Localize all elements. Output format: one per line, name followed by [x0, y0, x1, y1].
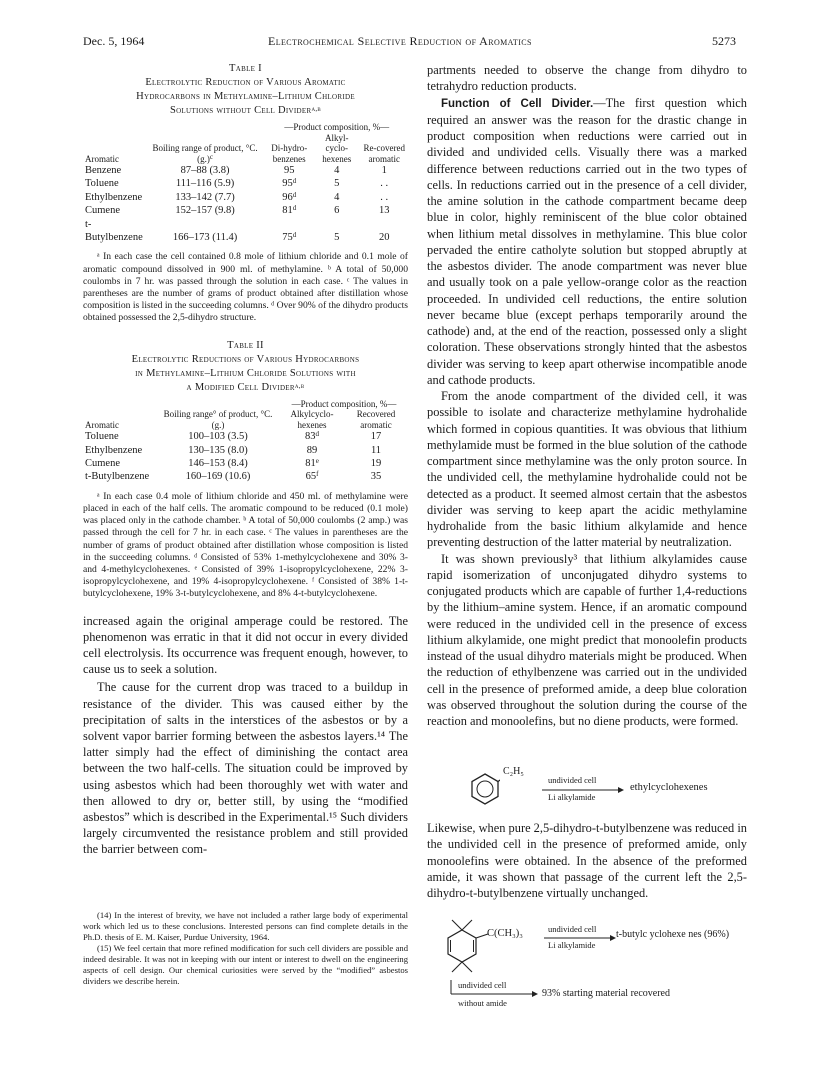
scheme1-arrow-bottom-label: Li alkylamide	[548, 792, 596, 802]
scheme1-substituent: C₂H₅	[503, 766, 524, 777]
table1-header-aromatic: Aromatic	[85, 153, 119, 164]
table1-header-alkyl: Alkyl-cyclo-hexenes	[322, 132, 352, 164]
scheme1-product: ethylcyclohexenes	[630, 782, 708, 793]
table-row	[83, 204, 408, 217]
table2-cell-aromatic: Toluene	[85, 431, 119, 443]
page-footnotes	[83, 910, 408, 987]
table-row	[83, 430, 408, 443]
table-row	[83, 164, 408, 177]
table1-caption-2: Hydrocarbons in Methylamine–Lithium Chloride	[136, 91, 355, 102]
table1-cell-alkyl: 4	[334, 191, 340, 203]
section-heading: Function of Cell Divider.	[441, 97, 594, 110]
table1-cell-bp: 133–142 (7.7)	[175, 191, 235, 203]
right-paragraph-3: It was shown previously³ that lithium alkylamides cause rapid isomerization of unconjugated dihydro systems to conjugated products which are capable of further 1,4-reductions by the lithium–amine system. Hence, if an aromatic compound were reduced in the undivided cell in the presence of excess lithium alkylamide, one might predict that monoolefin products instead of the usual dihydro materials might be produced. When the reduction of ethylbenzene was carried out in the undivided cell in the presence of preformed amide, a deep blue coloration was observed throughout the solution during the course of the reaction and monoolefins, but no diene products, were formed.	[427, 551, 747, 728]
table2-cell-alkyl: 83$^d$	[305, 430, 319, 443]
table2-caption-1: Electrolytic Reductions of Various Hydrocarbons	[131, 353, 360, 365]
table1-cell-bp: 111–116 (5.9)	[175, 178, 235, 190]
running-header-title: Electrochemical Selective Reduction of Aromatics	[268, 34, 532, 48]
table1-cell-aromatic: Benzene	[85, 165, 122, 176]
table1-col-group: —Product composition, %—	[284, 122, 390, 132]
table1-cell-recovered: 1	[381, 165, 387, 176]
table1-cell-recovered: 20	[378, 232, 390, 244]
table2-col-group: —Product composition, %—	[291, 398, 397, 409]
table2-header-bp: Boiling range° of product, °C. (g.)	[163, 409, 273, 430]
table1-cell-alkyl: 4	[334, 165, 340, 176]
table2-cell-bp: 130–135 (8.0)	[188, 444, 248, 456]
table1-caption-3: Solutions without Cell Divider$^{a,b}$	[169, 105, 322, 116]
left-paragraph-1: increased again the original amperage could be restored. The phenomenon was erratic in that it did not occur in every divided cell electrolysis. Its occurrence was frequent enough, however, to cause us to seek a solution.	[83, 613, 408, 677]
table1-cell-dihydro: 75$^d$	[282, 231, 297, 244]
table1-cell-alkyl: 6	[334, 205, 340, 217]
table1-cell-aromatic: Toluene	[85, 178, 119, 190]
table2-cell-alkyl: 81e	[305, 456, 319, 469]
scheme2-arrow-top-label: undivided cell	[548, 924, 597, 934]
table1-header-bp: Boiling range of product, °C. $(g.)^c$	[152, 143, 258, 164]
table2-caption-2: in Methylamine–Lithium Chloride Solutions with	[135, 367, 356, 379]
left-paragraph-2: The cause for the current drop was traced to a buildup in resistance of the divider. This was caused either by the precipitation of salts in the interstices of the asbestos or by a solvent vapor barrier forming between the asbestos layers.¹⁴ The latter simply had the effect of diminishing the contact area between the two half-cells. The situation could be improved by using asbestos which had been thoroughly wet with water and then allowed to dry or, better still, by using the “modified asbestos” which is described in the Experimental.¹⁵ Such dividers largely circumvented the resistance problem and still provided the barrier between com-	[83, 680, 408, 857]
table1-cell-aromatic: Cumene	[85, 205, 120, 217]
scheme2-branch-product: 93% starting material recovered	[542, 988, 670, 999]
right-column	[427, 62, 747, 729]
scheme2-product: t-butylc yclohexe nes (96%)	[616, 929, 730, 940]
table1-caption-1: Electrolytic Reduction of Various Aromatic	[145, 77, 346, 88]
footnote-14: (14) In the interest of brevity, we have not included a rather large body of experimental work which led us to these conclusions. Interested persons can find complete details in the Ph.D. thesis of E. M. Kaiser, Purdue University, 1964.	[83, 910, 408, 942]
table2-header-aromatic: Aromatic	[85, 419, 119, 430]
table2-header-recovered: Recovered aromatic	[356, 409, 396, 430]
scheme1-arrow-top-label: undivided cell	[548, 775, 597, 785]
table2-footnote: ᵃ In each case 0.4 mole of lithium chloride and 450 ml. of methylamine were placed in each of the half cells. The aromatic compound to be reduced (0.1 mole) was placed only in the cathode chamber. ᵇ A total of 50,000 coulombs (2 amp.) was passed through the cell for 7 hr. in each case. ᶜ The values in parentheses are the number of grams of product obtained after distillation whose composition is listed in the succeeding columns. ᵈ Consisted of 53% 1-methylcyclohexene and 30% 3- and 4-methylcyclohexenes. ᵉ Consisted of 39% 1-isopropylcyclohexene, 22% 3-isopropylcyclohexene, and 19% 4-isopropylcyclohexene. ᶠ Consisted of 38% 1-t-butylcyclohexene, 19% 3-t-butylcyclohexene, and 8% 4-t-butylcyclohexene.	[83, 490, 408, 600]
scheme2-branch-bottom-label: without amide	[458, 998, 507, 1008]
table1-cell-dihydro: 95	[283, 165, 295, 176]
right-paragraph-0: partments needed to observe the change from dihydro to tetrahydro reduction products.	[427, 63, 747, 94]
table2-cell-bp: 100–103 (3.5)	[188, 431, 248, 443]
table1-cell-bp: 87–88 (3.8)	[180, 165, 230, 176]
table1-footnote: ᵃ In each case the cell contained 0.8 mole of lithium chloride and 0.1 mole of aromatic compound dissolved in 900 ml. of methylamine. ᵇ A total of 50,000 coulombs in 7 hr. was passed through the solution in each case. ᶜ The values in parentheses are the number of grams of product obtained after distillation whose composition is listed in the succeeding columns. ᵈ Over 90% of the dihydro products obtained possessed the 2,5-dihydro structure.	[83, 251, 408, 324]
table1-cell-aromatic: t-Butylbenzene	[85, 218, 143, 244]
table1-cell-recovered: . .	[380, 191, 389, 203]
table1-cell-dihydro: 96$^d$	[282, 190, 297, 203]
table1-cell-alkyl: 5	[334, 232, 340, 244]
table1-cell-bp: 166–173 (11.4)	[172, 232, 238, 244]
table2-cell-alkyl: 89	[306, 444, 318, 456]
table2-cell-aromatic: t-Butylbenzene	[85, 471, 150, 483]
table2-cell-aromatic: Cumene	[85, 457, 120, 469]
table1-cell-recovered: 13	[378, 205, 390, 217]
table1-cell-dihydro: 81$^d$	[282, 204, 297, 217]
table-row	[83, 177, 408, 190]
table2-cell-recovered: 17	[370, 431, 382, 443]
table2	[83, 399, 408, 484]
scheme2-branch-top-label: undivided cell	[458, 980, 507, 990]
table2-cell-aromatic: Ethylbenzene	[85, 444, 143, 456]
table2-cell-recovered: 35	[370, 471, 382, 483]
table-row	[83, 444, 408, 457]
reaction-scheme-2	[440, 918, 760, 1018]
right-paragraph-1: Function of Cell Divider.—The first question which required an answer was the reason for the drastic change in product composition when reductions were carried out in divided and undivided cells. Visually there was a marked difference between reductions carried out in the two types of cells. In reductions carried out in the presence of a cell divider, the amine solution in the cathode compartment became deep blue in color, highly reminiscent of the blue color obtained when lithium metal dissolves in methylamine. This blue color pervaded the entire catholyte solution but stopped abruptly at the asbestos divider. The anode compartment was never blue and usually took on a pale yellow-orange color as the reaction proceeded. In undivided cell reductions, the entire solution never became blue (except perhaps temporarily around the cathode) and, at the end of the reaction, possessed only a slight coloration. These observations strongly hinted that the asbestos divider was serving to keep apart otherwise incompatible anode and cathode products.	[427, 95, 747, 387]
left-column	[83, 62, 408, 858]
running-header-date: Dec. 5, 1964	[83, 34, 145, 48]
table2-cell-bp: 160–169 (10.6)	[185, 471, 251, 483]
table2-caption-3: a Modified Cell Divider$^{a,b}$	[186, 381, 305, 393]
right-paragraph-4-block	[427, 820, 747, 901]
dihydro-ring-icon	[440, 918, 492, 978]
table-row	[83, 218, 408, 245]
table2-cell-alkyl: 65$^f$	[305, 470, 319, 483]
page-number: 5273	[712, 34, 736, 48]
table1-label: Table I	[229, 63, 262, 74]
right-paragraph-2: From the anode compartment of the divided cell, it was possible to isolate and characterize methylamine hydrohalide which formed in copious quantities. It was obvious that lithium methylamide must be formed in the blue solution of the cathode compartment since methylamine was the only proton source. In the undivided cell, the methylamine hydrohalide could not be detected as a product. It seemed almost certain that the asbestos divider was serving to keep apart the acidic methylamine hydrohalide from the basic lithium alkylamide and hence preventing destruction of the latter material by neutralization.	[427, 389, 747, 550]
right-paragraph-4: Likewise, when pure 2,5-dihydro-t-butylbenzene was reduced in the undivided cell in the presence of preformed amide, only monoolefins were obtained. In the absence of the preformed amide, it was shown that passage of the current left the 2,5-dihydro-t-butylbenzene virtually unchanged.	[427, 821, 747, 900]
table-row	[83, 457, 408, 470]
table1-cell-aromatic: Ethylbenzene	[85, 191, 143, 203]
table1-cell-recovered: . .	[380, 178, 389, 190]
table2-header-alkyl: Alkylcyclo-hexenes	[290, 409, 334, 430]
table2-cell-recovered: 19	[370, 457, 382, 469]
table1-cell-bp: 152–157 (9.8)	[175, 205, 235, 217]
table1-cell-dihydro: 95$^d$	[282, 177, 297, 190]
table-row	[83, 470, 408, 483]
reaction-scheme-1	[470, 766, 770, 810]
table-row	[83, 191, 408, 204]
table1	[83, 122, 408, 244]
table2-cell-recovered: 11	[370, 444, 382, 456]
scheme2-arrow-bottom-label: Li alkylamide	[548, 940, 596, 950]
table1-header-recovered: Re-covered aromatic	[363, 143, 405, 164]
table1-header-dihydro: Di-hydro-benzenes	[271, 143, 308, 164]
benzene-ring-icon	[470, 772, 500, 806]
footnote-15: (15) We feel certain that more refined modification for such cell dividers are possible and indeed desirable. It was not in keeping with our intent or interest to dwell on the engineering aspects of cell design. Our chemical curiosities were served by the “modified” asbestos dividers we describe herein.	[83, 943, 408, 986]
scheme2-substituent: C(CH₃)₃	[487, 928, 523, 939]
table1-cell-alkyl: 5	[334, 178, 340, 190]
table2-label: Table II	[227, 339, 264, 351]
table2-cell-bp: 146–153 (8.4)	[188, 457, 248, 469]
